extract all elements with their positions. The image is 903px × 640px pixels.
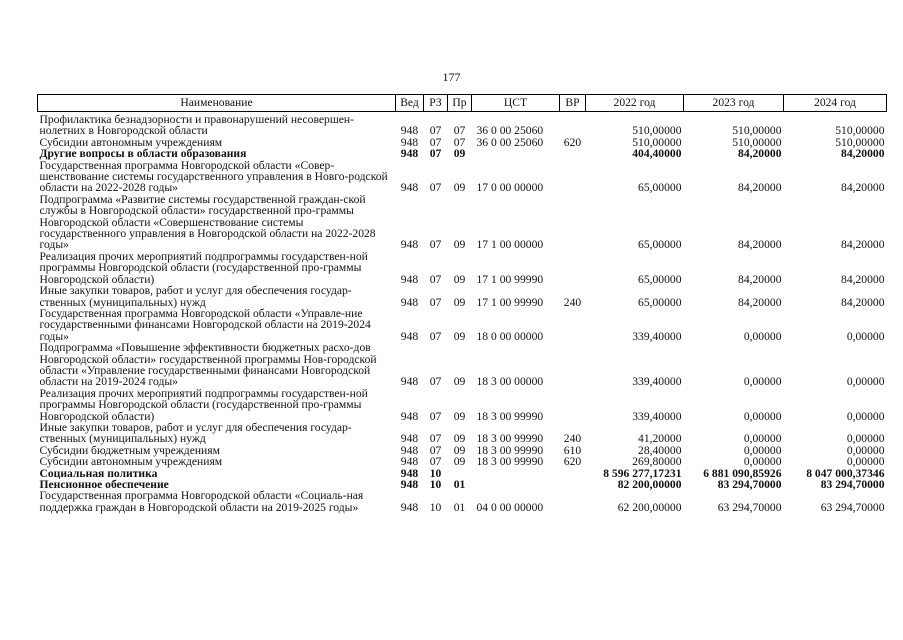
row-2022: 8 596 277,17231	[603, 466, 682, 480]
row-name: Иные закупки товаров, работ и услуг для обеспечения государ-ственных (муниципальных) нужд	[39, 420, 352, 446]
row-pr: 09	[453, 443, 466, 457]
row-ved: 948	[400, 478, 419, 491]
row-name: Реализация прочих мероприятий подпрограммы государствен-ной программы Новгородской области (государственной про-граммы Новгородской области)	[39, 386, 368, 423]
budget-table	[37, 94, 887, 513]
row-vr	[560, 148, 586, 159]
row-2022: 510,00000	[632, 124, 682, 138]
row-ved: 948	[400, 375, 419, 389]
row-2023: 84,20000	[738, 272, 782, 286]
row-cst: 18 0 00 00000	[476, 329, 544, 343]
row-2022: 339,40000	[632, 375, 682, 389]
row-name: Государственная программа Новгородской области «Социаль-ная поддержка граждан в Новгородской области на 2019-2025 годы»	[39, 489, 364, 514]
row-pr: 09	[453, 329, 466, 343]
row-2023: 63 294,70000	[717, 500, 782, 514]
row-cst: 18 3 00 99990	[476, 432, 544, 446]
row-pr: 09	[453, 272, 466, 286]
row-2024: 0,00000	[846, 455, 885, 469]
row-pr: 07	[453, 124, 466, 138]
row-ved: 948	[400, 272, 419, 286]
row-2023: 0,00000	[743, 329, 782, 343]
row-cst: 18 3 00 99990	[476, 409, 544, 423]
row-2024: 0,00000	[846, 375, 885, 389]
table-row	[38, 194, 887, 251]
row-name: Пенсионное обеспечение	[39, 478, 169, 491]
row-cst: 36 0 00 25060	[476, 135, 544, 149]
row-rz: 07	[429, 135, 442, 149]
row-2022: 65,00000	[638, 272, 682, 286]
row-rz: 07	[429, 375, 442, 389]
row-rz: 07	[429, 443, 442, 457]
row-cst: 04 0 00 00000	[476, 500, 544, 514]
row-2023: 0,00000	[743, 443, 782, 457]
row-vr	[560, 160, 586, 194]
row-2023: 0,00000	[743, 432, 782, 446]
table-row	[38, 456, 887, 467]
row-ved: 948	[400, 432, 419, 446]
row-ved: 948	[400, 238, 419, 252]
row-rz: 07	[429, 124, 442, 138]
header-2022: 2022 год	[586, 95, 684, 112]
row-2022: 404,40000	[632, 147, 682, 161]
row-pr: 09	[453, 181, 466, 195]
row-ved: 948	[400, 409, 419, 423]
row-ved: 948	[400, 135, 419, 149]
row-ved: 948	[400, 455, 419, 469]
table-row	[38, 388, 887, 422]
row-2024: 8 047 000,37346	[806, 466, 885, 480]
row-2023: 0,00000	[743, 455, 782, 469]
row-cst	[472, 479, 560, 490]
row-2024: 84,20000	[841, 272, 885, 286]
table-row	[38, 342, 887, 388]
row-cst: 17 1 00 99990	[476, 295, 544, 309]
row-ved: 948	[400, 124, 419, 138]
row-rz: 10	[429, 466, 442, 480]
row-cst: 36 0 00 25060	[476, 124, 544, 138]
row-ved: 948	[400, 500, 419, 514]
row-pr: 09	[453, 238, 466, 252]
row-vr	[560, 308, 586, 342]
row-pr: 09	[453, 432, 466, 446]
row-name: Подпрограмма «Повышение эффективности бюджетных расхо-дов Новгородской области» государственной программы Нов-городской области «Управление государственными финансами Новгородской области на 2019-2024 годы»	[39, 341, 377, 389]
row-cst	[472, 148, 560, 159]
row-2022: 339,40000	[632, 409, 682, 423]
row-name: Субсидии автономным учреждениям	[39, 455, 223, 469]
header-ved: Вед	[396, 95, 424, 112]
header-2023: 2023 год	[684, 95, 784, 112]
header-pr: Пр	[448, 95, 472, 112]
row-ved: 948	[400, 147, 419, 161]
row-rz: 07	[429, 181, 442, 195]
row-cst: 17 1 00 99990	[476, 272, 544, 286]
page-number: 177	[442, 70, 461, 84]
header-vr: ВР	[560, 95, 586, 112]
row-rz: 07	[429, 295, 442, 309]
row-2023: 84,20000	[738, 181, 782, 195]
row-2022: 269,80000	[632, 455, 682, 469]
row-pr: 09	[453, 295, 466, 309]
row-name: Субсидии автономным учреждениям	[39, 135, 223, 149]
row-2022: 510,00000	[632, 135, 682, 149]
row-2024: 84,20000	[841, 238, 885, 252]
row-ved: 948	[400, 329, 419, 343]
row-vr	[560, 388, 586, 422]
row-name: Субсидии бюджетным учреждениям	[39, 443, 220, 457]
row-2024: 83 294,70000	[820, 478, 885, 491]
row-2022: 41,20000	[638, 432, 682, 446]
table-row	[38, 490, 887, 513]
row-2022: 28,40000	[638, 443, 682, 457]
row-vr	[560, 251, 586, 285]
row-cst	[472, 468, 560, 479]
row-vr	[560, 342, 586, 388]
row-cst: 18 3 00 99990	[476, 455, 544, 469]
row-2023: 510,00000	[732, 135, 782, 149]
row-2023: 0,00000	[743, 409, 782, 423]
row-rz: 07	[429, 238, 442, 252]
row-2023: 6 881 090,85926	[703, 466, 782, 480]
row-rz: 07	[429, 272, 442, 286]
row-cst: 17 1 00 00000	[476, 238, 544, 252]
table-row	[38, 422, 887, 445]
row-rz: 10	[429, 500, 442, 514]
row-2023: 84,20000	[738, 238, 782, 252]
row-2024: 0,00000	[846, 329, 885, 343]
row-2024: 510,00000	[835, 135, 885, 149]
row-2023: 0,00000	[743, 375, 782, 389]
row-rz: 07	[429, 147, 442, 161]
row-cst: 18 3 00 99990	[476, 443, 544, 457]
row-vr	[560, 194, 586, 251]
header-rz: РЗ	[424, 95, 448, 112]
row-pr: 01	[453, 500, 466, 514]
row-vr: 240	[563, 432, 582, 446]
row-2022: 339,40000	[632, 329, 682, 343]
row-ved: 948	[400, 295, 419, 309]
row-2022: 82 200,00000	[617, 478, 682, 491]
row-2022: 65,00000	[638, 295, 682, 309]
row-cst: 17 0 00 00000	[476, 181, 544, 195]
row-2022: 65,00000	[638, 181, 682, 195]
row-2024: 510,00000	[835, 124, 885, 138]
row-rz: 10	[429, 478, 442, 491]
row-rz: 07	[429, 455, 442, 469]
table-row	[38, 308, 887, 342]
row-2024: 84,20000	[841, 295, 885, 309]
row-name: Иные закупки товаров, работ и услуг для обеспечения государ-ственных (муниципальных) нужд	[39, 284, 352, 309]
row-2023: 84,20000	[738, 295, 782, 309]
row-vr	[560, 112, 586, 137]
row-ved: 948	[400, 443, 419, 457]
row-2024: 0,00000	[846, 432, 885, 446]
row-pr: 01	[453, 478, 466, 491]
row-2023: 510,00000	[732, 124, 782, 138]
row-vr: 620	[563, 455, 582, 469]
row-name: Подпрограмма «Развитие системы государственной граждан-ской службы в Новгородской области» государственной про-граммы Новгородской области «Совершенствование системы государственного управления в Новгородской области на 2022-2028 годы»	[39, 192, 376, 252]
table-row	[38, 285, 887, 308]
row-2023: 83 294,70000	[717, 478, 782, 491]
header-2024: 2024 год	[784, 95, 887, 112]
row-2024: 0,00000	[846, 409, 885, 423]
row-ved: 948	[400, 181, 419, 195]
row-vr	[560, 468, 586, 479]
row-2024: 84,20000	[841, 181, 885, 195]
row-cst: 18 3 00 00000	[476, 375, 544, 389]
row-name: Государственная программа Новгородской области «Управле-ние государственными финансами Новгородской области на 2019-2024 годы»	[39, 306, 371, 343]
row-name: Государственная программа Новгородской области «Совер-шенствование системы государственного управления в Новго-родской области на 2022-2028 годы»	[39, 158, 388, 195]
row-vr	[560, 479, 586, 490]
table-row	[38, 160, 887, 194]
row-pr: 09	[453, 409, 466, 423]
row-pr: 09	[453, 147, 466, 161]
row-2023: 84,20000	[738, 147, 782, 161]
table-row	[38, 148, 887, 159]
row-pr: 07	[453, 135, 466, 149]
row-rz: 07	[429, 329, 442, 343]
row-vr: 610	[563, 443, 582, 457]
row-pr: 09	[453, 375, 466, 389]
row-vr: 240	[563, 295, 582, 309]
header-cst: ЦСТ	[472, 95, 560, 112]
row-vr: 620	[563, 135, 582, 149]
row-rz: 07	[429, 409, 442, 423]
row-vr	[560, 490, 586, 513]
row-2022: 65,00000	[638, 238, 682, 252]
table-body	[38, 112, 887, 514]
table-row	[38, 251, 887, 285]
table-row	[38, 112, 887, 137]
row-rz: 07	[429, 432, 442, 446]
row-2024: 84,20000	[841, 147, 885, 161]
row-name: Профилактика безнадзорности и правонарушений несовершен-нолетних в Новгородской области	[39, 113, 354, 138]
row-name: Другие вопросы в области образования	[39, 147, 247, 161]
row-2024: 0,00000	[846, 443, 885, 457]
row-2022: 62 200,00000	[617, 500, 682, 514]
row-ved: 948	[400, 466, 419, 480]
table-header	[38, 95, 887, 112]
row-pr: 09	[453, 455, 466, 469]
row-name: Социальная политика	[39, 466, 158, 480]
row-name: Реализация прочих мероприятий подпрограммы государствен-ной программы Новгородской области (государственной про-граммы Новгородской области)	[39, 249, 368, 286]
row-2024: 63 294,70000	[820, 500, 885, 514]
header-name: Наименование	[38, 95, 396, 112]
